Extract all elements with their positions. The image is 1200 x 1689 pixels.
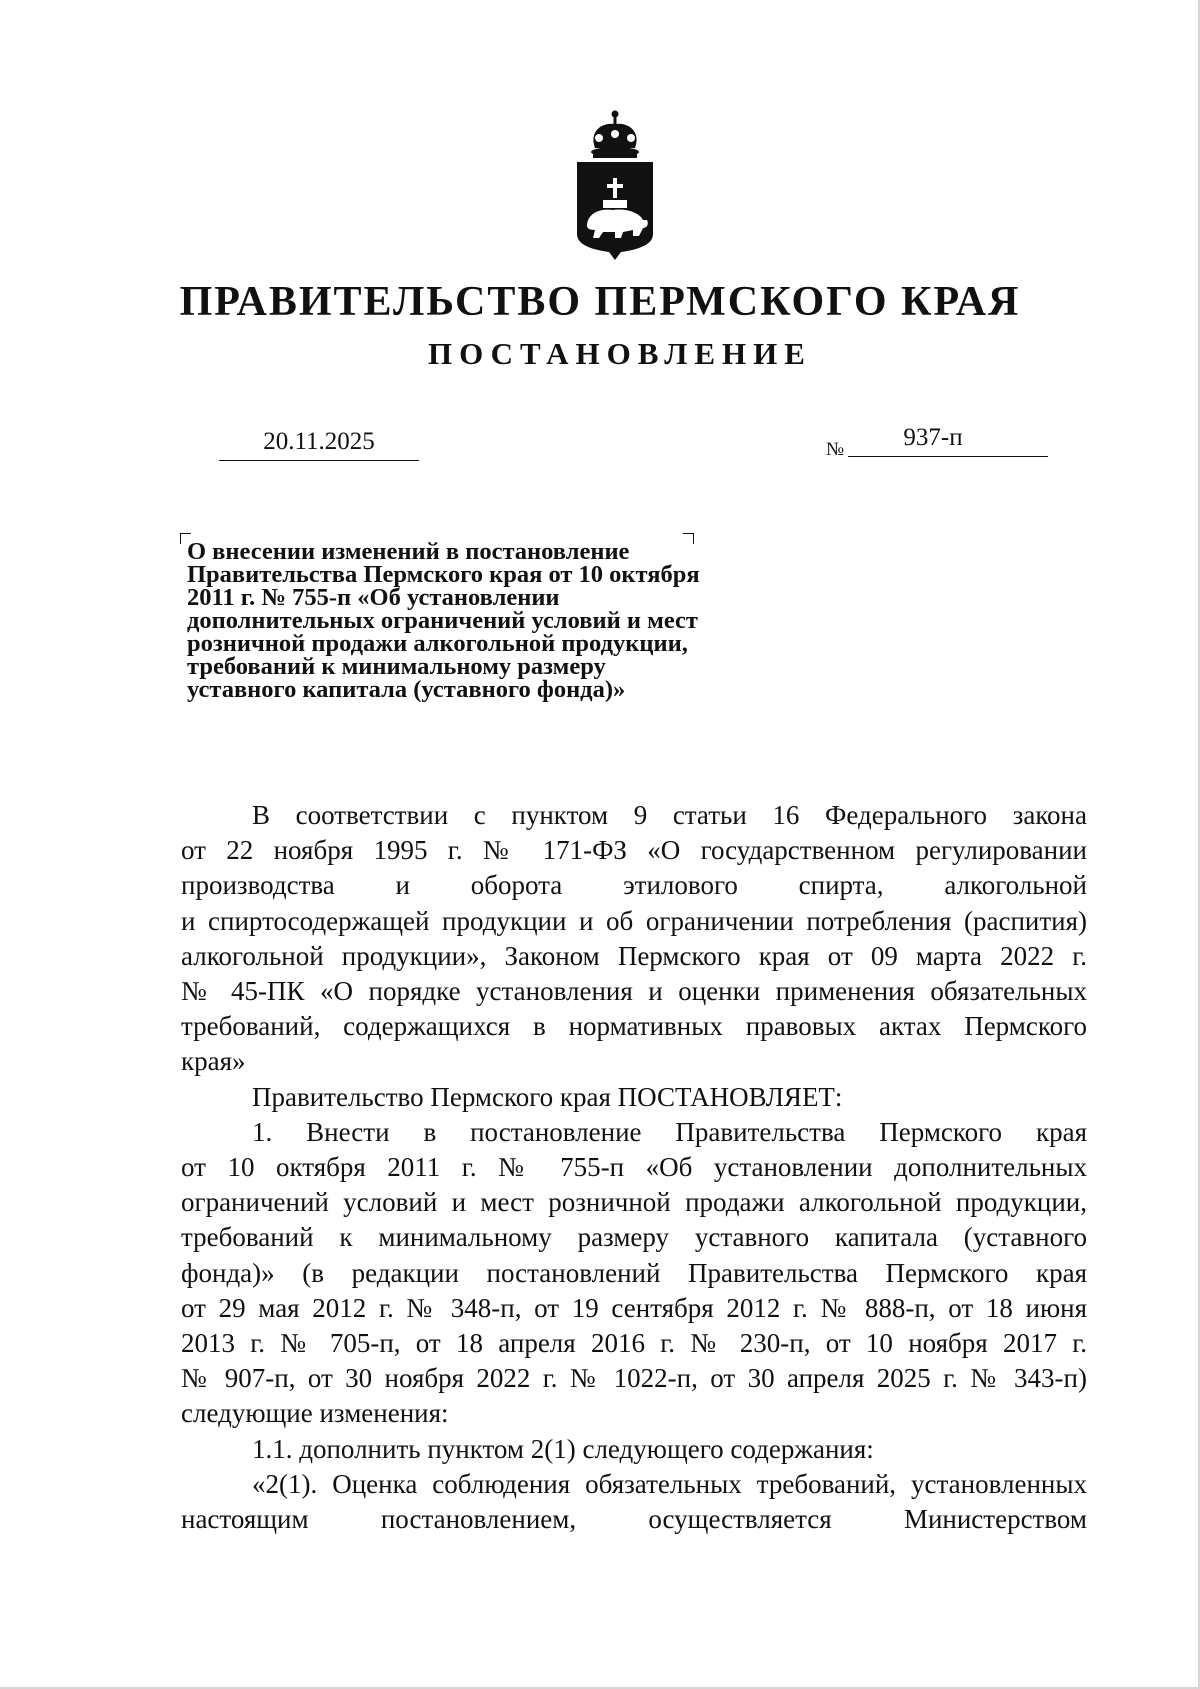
body-line: производства и оборота этилового спирта, алкогольной xyxy=(181,870,1087,901)
subject-line: О внесении изменений в постановление xyxy=(187,538,630,565)
organization-title: ПРАВИТЕЛЬСТВО ПЕРМСКОГО КРАЯ xyxy=(179,279,1021,325)
body-line: Правительство Пермского края ПОСТАНОВЛЯЕТ: xyxy=(252,1081,843,1112)
body-line: № 907-п, от 30 ноября 2022 г. № 1022-п, от 30 апреля 2025 г. № 343-п) xyxy=(181,1363,1087,1394)
body-line: и спиртосодержащей продукции и об ограничении потребления (распития) xyxy=(181,905,1087,936)
body-line: следующие изменения: xyxy=(181,1398,449,1429)
body-line: фонда)» (в редакции постановлений Правительства Пермского края xyxy=(181,1257,1087,1288)
document-date: 20.11.2025 xyxy=(219,426,419,461)
body-line: ограничений условий и мест розничной продажи алкогольной продукции, xyxy=(181,1187,1087,1218)
item-1-1-paragraph xyxy=(181,1432,1087,1467)
subject-line: 2011 г. № 755-п «Об установлении xyxy=(187,584,560,611)
body-line: В соответствии с пунктом 9 статьи 16 Федерального закона xyxy=(252,800,1087,830)
body-line: края» xyxy=(181,1046,246,1077)
perm-krai-coat-of-arms-icon xyxy=(565,108,665,260)
document-type-heading: ПОСТАНОВЛЕНИЕ xyxy=(428,336,812,371)
body-line: № 45-ПК «О порядке установления и оценки применения обязательных xyxy=(181,976,1087,1007)
quote-paragraph xyxy=(181,1467,1087,1537)
body-line: «2(1). Оценка соблюдения обязательных требований, установленных xyxy=(252,1468,1087,1499)
body-line: от 10 октября 2011 г. № 755-п «Об установлении дополнительных xyxy=(181,1152,1087,1183)
subject-line: Правительства Пермского края от 10 октября xyxy=(187,561,700,588)
document-subject xyxy=(187,540,807,701)
body-line: от 29 мая 2012 г. № 348-п, от 19 сентября 2012 г. № 888-п, от 18 июня xyxy=(181,1292,1087,1323)
subject-line: требований к минимальному размеру xyxy=(187,653,606,680)
resolves-paragraph xyxy=(181,1080,1087,1115)
body-line: алкогольной продукции», Законом Пермского края от 09 марта 2022 г. xyxy=(181,940,1087,971)
document-body xyxy=(181,798,1087,1537)
number-sign: № xyxy=(826,439,845,460)
body-line: 1. Внести в постановление Правительства Пермского края xyxy=(252,1116,1087,1147)
body-line: 2013 г. № 705-п, от 18 апреля 2016 г. № 230-п, от 10 ноября 2017 г. xyxy=(181,1328,1087,1359)
preamble-paragraph xyxy=(181,798,1087,1080)
body-line: 1.1. дополнить пунктом 2(1) следующего содержания: xyxy=(252,1433,874,1464)
subject-line: уставного капитала (уставного фонда)» xyxy=(187,676,626,703)
body-line: настоящим постановлением, осуществляется Министерством xyxy=(181,1504,1087,1535)
subject-line: розничной продажи алкогольной продукции, xyxy=(187,630,688,657)
document-number: 937-п xyxy=(848,422,1048,457)
body-line: требований, содержащихся в нормативных правовых актах Пермского xyxy=(181,1011,1087,1042)
item-1-paragraph xyxy=(181,1115,1087,1432)
body-line: требований к минимальному размеру уставного капитала (уставного xyxy=(181,1222,1087,1253)
body-line: от 22 ноября 1995 г. № 171-ФЗ «О государственном регулировании xyxy=(181,835,1087,866)
subject-line: дополнительных ограничений условий и мест xyxy=(187,607,698,634)
